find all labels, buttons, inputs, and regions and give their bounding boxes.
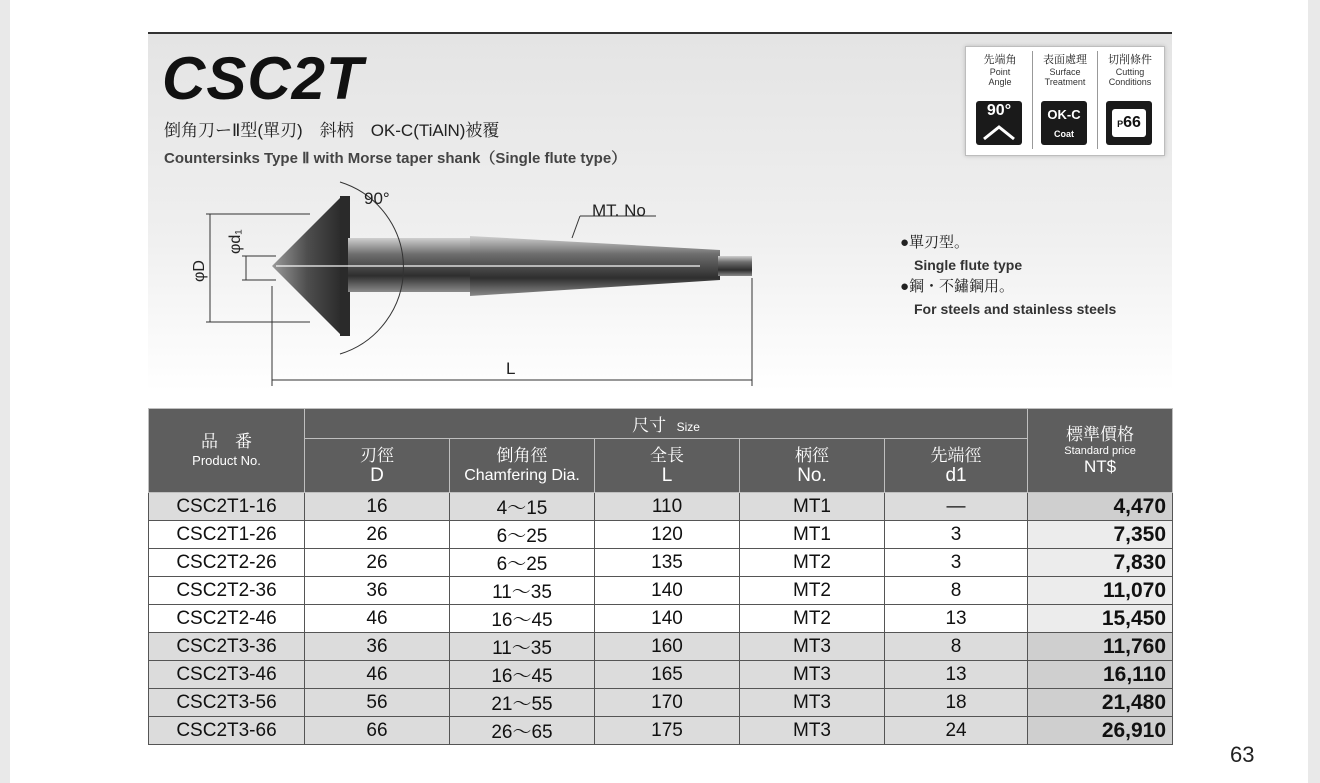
page-reference-icon: P66 bbox=[1106, 101, 1152, 145]
table-cell: MT3 bbox=[740, 633, 885, 661]
table-cell: MT1 bbox=[740, 521, 885, 549]
countersink-body bbox=[272, 196, 752, 336]
table-cell: 170 bbox=[595, 689, 740, 717]
col-chamfer-header: 倒角徑 Chamfering Dia. bbox=[450, 439, 595, 493]
product-no-cell: CSC2T2-46 bbox=[149, 605, 305, 633]
table-cell: 6～25 bbox=[450, 521, 595, 549]
table-row bbox=[149, 605, 1173, 633]
table-row bbox=[149, 521, 1173, 549]
subtitle-en: Countersinks Type Ⅱ with Morse taper shank（Single flute type） bbox=[164, 150, 627, 167]
taper-label: MT. No bbox=[592, 201, 646, 220]
dim-L-label: L bbox=[506, 359, 516, 378]
angle-label: 90° bbox=[364, 189, 390, 208]
product-no-cell: CSC2T2-36 bbox=[149, 577, 305, 605]
table-cell: 160 bbox=[595, 633, 740, 661]
table-cell: 175 bbox=[595, 717, 740, 745]
price-cell: 16,110 bbox=[1028, 661, 1173, 689]
table-row bbox=[149, 717, 1173, 745]
badge-surface-treatment: 表面處理 Surface Treatment OK-C Coat bbox=[1033, 51, 1098, 149]
price-cell: 4,470 bbox=[1028, 493, 1173, 521]
feature-2-en: For steels and stainless steels bbox=[914, 301, 1117, 317]
table-cell: 3 bbox=[885, 549, 1028, 577]
price-cell: 7,830 bbox=[1028, 549, 1173, 577]
table-cell: 36 bbox=[305, 577, 450, 605]
table-cell: — bbox=[885, 493, 1028, 521]
coating-icon: OK-C Coat bbox=[1041, 101, 1087, 145]
table-cell: 46 bbox=[305, 605, 450, 633]
tool-diagram bbox=[180, 176, 780, 391]
table-cell: 3 bbox=[885, 521, 1028, 549]
product-title: CSC2T bbox=[162, 45, 364, 112]
table-cell: 18 bbox=[885, 689, 1028, 717]
feature-list bbox=[900, 232, 1116, 320]
left-margin bbox=[0, 0, 10, 783]
dim-D-label: φD bbox=[191, 260, 208, 282]
price-cell: 11,760 bbox=[1028, 633, 1173, 661]
price-table bbox=[148, 408, 1173, 745]
table-body bbox=[149, 493, 1173, 745]
table-cell: MT3 bbox=[740, 689, 885, 717]
table-cell: MT2 bbox=[740, 549, 885, 577]
table-cell: 6～25 bbox=[450, 549, 595, 577]
price-cell: 15,450 bbox=[1028, 605, 1173, 633]
feature-2: ●鋼・不鏽鋼用。 bbox=[900, 278, 1015, 295]
table-cell: 13 bbox=[885, 605, 1028, 633]
point-angle-icon: 90° bbox=[976, 101, 1022, 145]
table-cell: 16 bbox=[305, 493, 450, 521]
col-shank-header: 柄徑 No. bbox=[740, 439, 885, 493]
price-cell: 11,070 bbox=[1028, 577, 1173, 605]
col-d1-header: 先端徑 d1 bbox=[885, 439, 1028, 493]
feature-1-en: Single flute type bbox=[914, 257, 1023, 273]
table-cell: 4～15 bbox=[450, 493, 595, 521]
table-cell: 21～55 bbox=[450, 689, 595, 717]
table-cell: 165 bbox=[595, 661, 740, 689]
product-no-header: 品 番 Product No. bbox=[149, 409, 305, 493]
table-row bbox=[149, 661, 1173, 689]
table-cell: 110 bbox=[595, 493, 740, 521]
price-cell: 26,910 bbox=[1028, 717, 1173, 745]
badge-cutting-conditions: 切削條件 Cutting Conditions P66 bbox=[1098, 51, 1162, 149]
table-row bbox=[149, 549, 1173, 577]
table-cell: MT2 bbox=[740, 577, 885, 605]
page-number: 63 bbox=[1230, 742, 1255, 767]
table-row bbox=[149, 689, 1173, 717]
table-cell: 120 bbox=[595, 521, 740, 549]
badge-point-angle: 先端角 Point Angle 90° bbox=[968, 51, 1033, 149]
table-cell: 66 bbox=[305, 717, 450, 745]
price-header: 標準價格 Standard price NT$ bbox=[1028, 409, 1173, 493]
table-cell: 13 bbox=[885, 661, 1028, 689]
spec-badges bbox=[965, 46, 1165, 156]
product-no-cell: CSC2T3-56 bbox=[149, 689, 305, 717]
table-cell: MT3 bbox=[740, 661, 885, 689]
table-cell: MT1 bbox=[740, 493, 885, 521]
table-row bbox=[149, 577, 1173, 605]
table-row bbox=[149, 633, 1173, 661]
price-cell: 21,480 bbox=[1028, 689, 1173, 717]
price-cell: 7,350 bbox=[1028, 521, 1173, 549]
right-margin bbox=[1308, 0, 1320, 783]
product-no-cell: CSC2T1-16 bbox=[149, 493, 305, 521]
table-cell: 16～45 bbox=[450, 661, 595, 689]
dim-d1-label: φd₁ bbox=[227, 229, 244, 254]
table-cell: 140 bbox=[595, 605, 740, 633]
table-cell: 46 bbox=[305, 661, 450, 689]
subtitle-zh: 倒角刀ーⅡ型(單刃) 斜柄 OK-C(TiAlN)被覆 bbox=[164, 121, 500, 140]
table-cell: MT2 bbox=[740, 605, 885, 633]
product-no-cell: CSC2T3-66 bbox=[149, 717, 305, 745]
product-no-cell: CSC2T2-26 bbox=[149, 549, 305, 577]
table-cell: 140 bbox=[595, 577, 740, 605]
table-cell: 26～65 bbox=[450, 717, 595, 745]
col-L-header: 全長 L bbox=[595, 439, 740, 493]
product-no-cell: CSC2T3-36 bbox=[149, 633, 305, 661]
table-cell: 135 bbox=[595, 549, 740, 577]
table-cell: 26 bbox=[305, 549, 450, 577]
feature-1: ●單刃型。 bbox=[900, 234, 970, 251]
table-cell: 16～45 bbox=[450, 605, 595, 633]
product-no-cell: CSC2T1-26 bbox=[149, 521, 305, 549]
col-D-header: 刃徑 D bbox=[305, 439, 450, 493]
table-cell: MT3 bbox=[740, 717, 885, 745]
table-cell: 24 bbox=[885, 717, 1028, 745]
table-cell: 8 bbox=[885, 633, 1028, 661]
table-cell: 8 bbox=[885, 577, 1028, 605]
table-cell: 11～35 bbox=[450, 577, 595, 605]
size-header: 尺寸 Size bbox=[305, 409, 1028, 439]
table-cell: 56 bbox=[305, 689, 450, 717]
product-no-cell: CSC2T3-46 bbox=[149, 661, 305, 689]
table-cell: 26 bbox=[305, 521, 450, 549]
table-cell: 36 bbox=[305, 633, 450, 661]
table-row bbox=[149, 493, 1173, 521]
table-cell: 11～35 bbox=[450, 633, 595, 661]
